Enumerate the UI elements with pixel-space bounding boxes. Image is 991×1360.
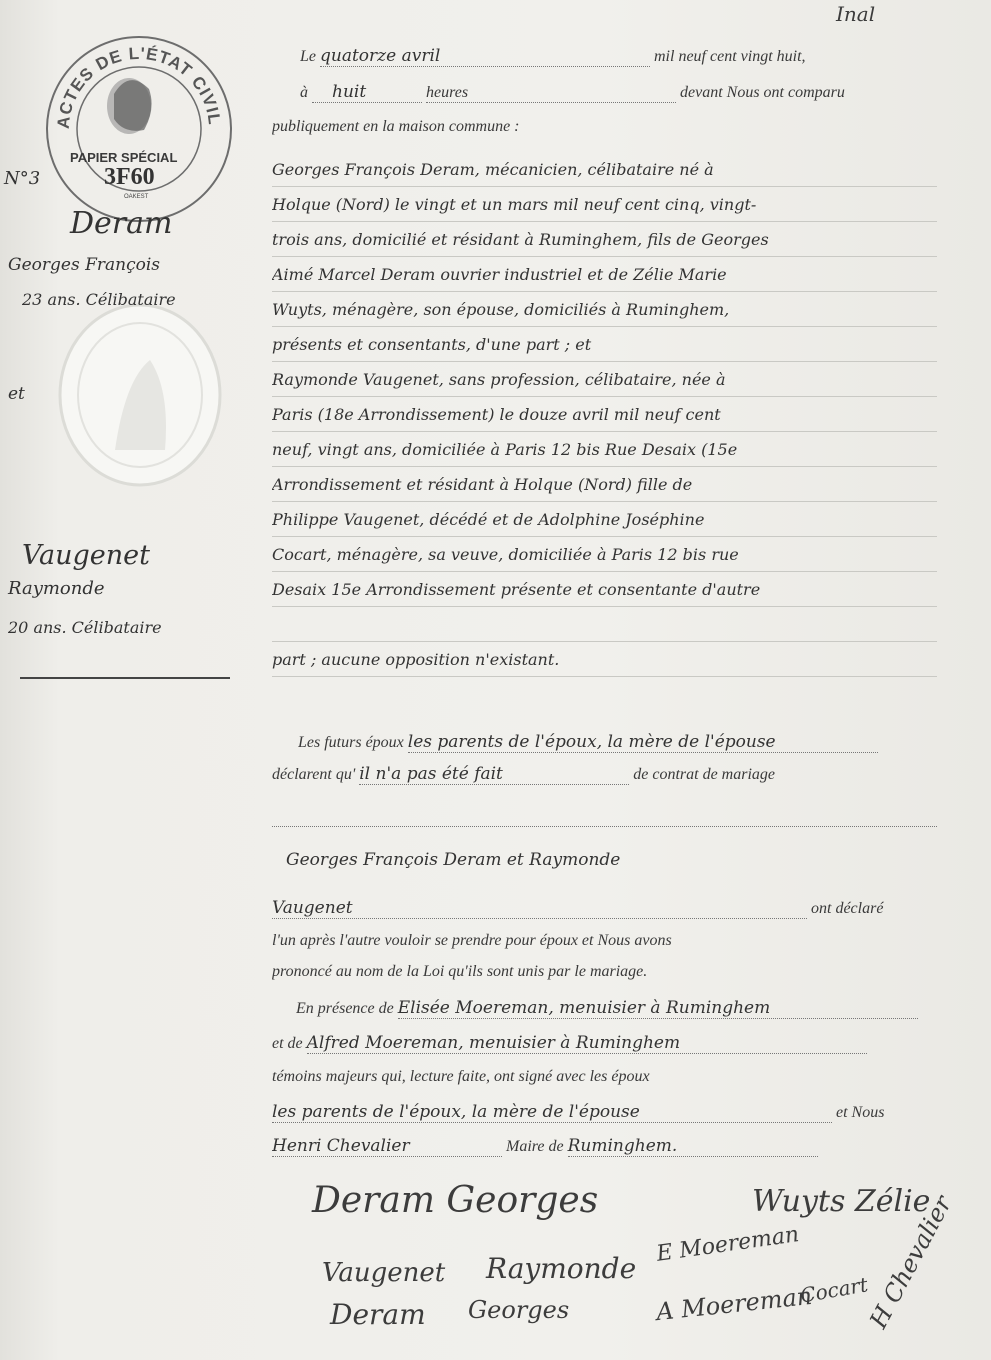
- vouloir-line: l'un après l'autre vouloir se prendre pour époux et Nous avons: [272, 932, 672, 949]
- maire-line: Henri Chevalier Maire de Ruminghem.: [272, 1136, 937, 1157]
- dotted-rule: [272, 826, 937, 827]
- groom-surname: Deram: [70, 206, 173, 241]
- act-line-2: Holque (Nord) le vingt et un mars mil neuf cent cinq, vingt-: [272, 195, 757, 214]
- temoins-line: témoins majeurs qui, lecture faite, ont signé avec les époux: [272, 1068, 650, 1085]
- embossed-seal-icon: [55, 300, 225, 490]
- declarent-line: déclarent qu' il n'a pas été fait de contrat de mariage: [272, 764, 775, 784]
- groom-given-names: Georges François: [8, 255, 160, 275]
- stamp-price: 3F60: [104, 164, 155, 190]
- signature-groom-mother: Wuyts Zélie: [752, 1184, 931, 1219]
- declare-line: Vaugenet ont déclaré: [272, 898, 884, 918]
- date-line: Le quatorze avril mil neuf cent vingt huit,: [300, 46, 806, 66]
- presence-line: En présence de Elisée Moereman, menuisier à Ruminghem: [296, 998, 936, 1019]
- ruled-line: [272, 501, 937, 502]
- ruled-line: [272, 536, 937, 537]
- futurs-epoux-line: Les futurs époux les parents de l'époux, la mère de l'épouse: [298, 732, 938, 753]
- margin-conjunction: et: [8, 384, 25, 404]
- ruled-line: [272, 396, 937, 397]
- act-line-3: trois ans, domicilié et résidant à Ruminghem, fils de Georges: [272, 230, 769, 249]
- hour-line: à huit heures devant Nous ont comparu: [300, 82, 845, 102]
- act-line-1: Georges François Deram, mécanicien, célibataire né à: [272, 160, 714, 179]
- stamp-label: PAPIER SPÉCIAL: [70, 150, 178, 165]
- stamp-maker: OAKEST: [124, 194, 149, 200]
- act-line-6: présents et consentants, d'une part ; et: [272, 335, 592, 354]
- signature-groom: Deram Georges: [312, 1180, 599, 1221]
- ruled-line: [272, 256, 937, 257]
- bride-given-name: Raymonde: [8, 578, 105, 599]
- ruled-line: [272, 641, 937, 642]
- act-line-9: neuf, vingt ans, domiciliée à Paris 12 bis Rue Desaix (15e: [272, 440, 738, 459]
- et-de-line: et de Alfred Moereman, menuisier à Ruminghem: [272, 1033, 937, 1054]
- stamp-ring-text: ACTES DE L'ÉTAT CIVIL: [53, 43, 225, 130]
- top-corner-mark: Inal: [836, 2, 876, 26]
- signature-bride-given: Raymonde: [486, 1252, 637, 1285]
- prononce-line: prononcé au nom de la Loi qu'ils sont unis par le mariage.: [272, 963, 648, 980]
- ruled-line: [272, 676, 937, 677]
- act-line-10: Arrondissement et résidant à Holque (Nord) fille de: [272, 475, 693, 494]
- act-line-13: Desaix 15e Arrondissement présente et consentante d'autre: [272, 580, 761, 599]
- public-line: publiquement en la maison commune :: [272, 118, 520, 135]
- ruled-line: [272, 221, 937, 222]
- act-line-7: Raymonde Vaugenet, sans profession, célibataire, née à: [272, 370, 726, 389]
- spouses-names-line: Georges François Deram et Raymonde: [286, 850, 621, 870]
- act-line-12: Cocart, ménagère, sa veuve, domiciliée à Paris 12 bis rue: [272, 545, 739, 564]
- act-line-14: part ; aucune opposition n'existant.: [272, 650, 560, 669]
- signature-witness-1: E Moereman: [654, 1222, 801, 1267]
- ruled-line: [272, 571, 937, 572]
- margin-rule: [20, 677, 230, 679]
- ruled-line: [272, 291, 937, 292]
- bride-age-status: 20 ans. Célibataire: [8, 618, 162, 637]
- act-line-8: Paris (18e Arrondissement) le douze avril mil neuf cent: [272, 405, 721, 424]
- act-line-4: Aimé Marcel Deram ouvrier industriel et de Zélie Marie: [272, 265, 727, 284]
- signature-bride-mother: Cocart: [798, 1272, 870, 1308]
- act-line-5: Wuyts, ménagère, son épouse, domiciliés à Ruminghem,: [272, 300, 730, 319]
- bride-surname: Vaugenet: [22, 540, 150, 571]
- act-line-11: Philippe Vaugenet, décédé et de Adolphine Joséphine: [272, 510, 705, 529]
- ruled-line: [272, 606, 937, 607]
- signature-mayor: H Chevalier: [864, 1191, 958, 1333]
- ruled-line: [272, 466, 937, 467]
- signature-bride-surname: Vaugenet: [322, 1258, 446, 1288]
- ruled-line: [272, 361, 937, 362]
- parents-line: les parents de l'époux, la mère de l'épouse et Nous: [272, 1102, 885, 1122]
- signature-groom-father-given: Georges: [468, 1296, 570, 1324]
- record-number: N°3: [4, 168, 41, 189]
- signature-witness-2: A Moereman: [654, 1281, 814, 1327]
- ruled-line: [272, 186, 937, 187]
- signature-groom-father-surname: Deram: [330, 1298, 426, 1331]
- ruled-line: [272, 431, 937, 432]
- groom-age-status: 23 ans. Célibataire: [22, 290, 176, 309]
- ruled-line: [272, 326, 937, 327]
